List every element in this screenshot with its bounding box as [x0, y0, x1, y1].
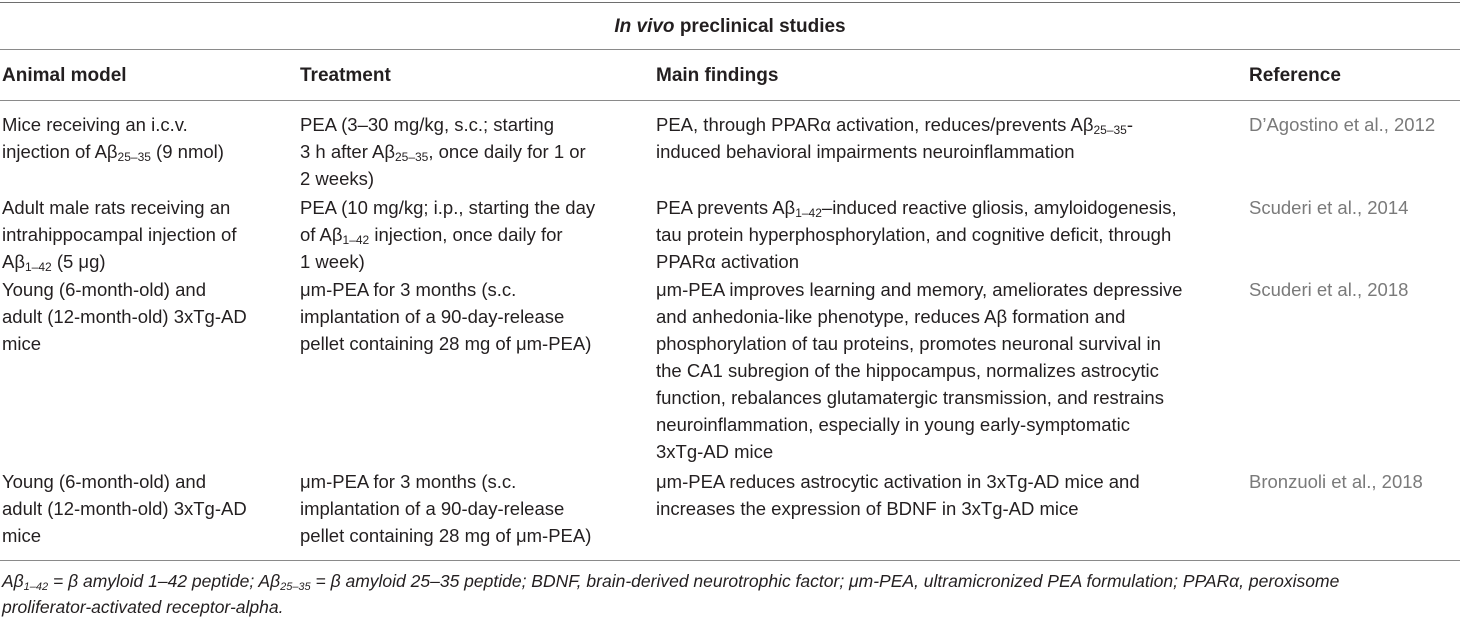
row4-reference: Bronzuoli et al., 2018 — [1249, 471, 1423, 492]
row3-main-findings: μm-PEA improves learning and memory, ameliorates depressive and anhedonia-like phenotype, reduces Aβ formation and phosphorylation of tau proteins, promotes neuronal survival in the CA1 subregion of the hippocampus, normalizes astrocytic function, rebalances glutamatergic transmission, and restrains neuroinflammation, especially in young early-symptomatic 3xTg-AD mice — [656, 279, 1183, 462]
row1-main-findings: PEA, through PPARα activation, reduces/prevents $A\beta_{25-35}-$ induced behavioral impairments neuroinflammation — [656, 114, 1134, 162]
row3-animal-model: Young (6-month-old) and adult (12-month-old) 3xTg-AD mice — [2, 279, 247, 354]
header-main-findings: Main findings — [656, 65, 779, 86]
row4-main-findings: μm-PEA reduces astrocytic activation in 3xTg-AD mice and increases the expression of BDNF in 3xTg-AD mice — [656, 471, 1140, 519]
row3-treatment: μm-PEA for 3 months (s.c. implantation of a 90-day-release pellet containing 28 mg of μm-PEA) — [300, 279, 592, 354]
row1-animal-model: Mice receiving an i.c.v. injection of $A\beta_{25-35}$ (9 nmol) — [2, 114, 224, 164]
row3-reference: Scuderi et al., 2018 — [1249, 279, 1409, 300]
row4-animal-model: Young (6-month-old) and adult (12-month-old) 3xTg-AD mice — [2, 471, 247, 546]
header-treatment: Treatment — [300, 65, 391, 86]
header-animal-model: Animal model — [2, 65, 127, 86]
header-rule — [0, 100, 1460, 101]
row1-reference: D’Agostino et al., 2012 — [1249, 114, 1436, 135]
table-bottom-rule — [0, 560, 1460, 561]
row2-reference: Scuderi et al., 2014 — [1249, 197, 1409, 218]
row2-treatment: PEA (10 mg/kg; i.p., starting the day of $A\beta_{1-42}$ injection, once daily for 1 week) — [300, 197, 596, 272]
row2-animal-model: Adult male rats receiving an intrahippocampal injection of $A\beta_{1-42}$ (5 μg) — [2, 197, 237, 274]
row1-treatment: PEA (3–30 mg/kg, s.c.; starting 3 h after $A\beta_{25-35}$, once daily for 1 or 2 weeks) — [300, 114, 586, 189]
table-title: In vivo preclinical studies — [614, 16, 846, 37]
row4-treatment: μm-PEA for 3 months (s.c. implantation of a 90-day-release pellet containing 28 mg of μm-PEA) — [300, 471, 592, 546]
title-rule — [0, 49, 1460, 50]
header-reference: Reference — [1249, 65, 1341, 86]
row2-main-findings: PEA prevents $A\beta_{1-42}$–induced reactive gliosis, amyloidogenesis, tau protein hyperphosphorylation, and cognitive deficit, through PPARα activation — [656, 197, 1177, 272]
table-top-rule — [0, 2, 1460, 3]
table-footnote: $A\beta_{1-42} = \beta$ amyloid 1–42 peptide; $A\beta_{25-35} = \beta$ amyloid 25–35 peptide; BDNF, brain-derived neurotrophic factor; μm-PEA, ultramicronized PEA formulation; PPARα, peroxisome proliferator-activated receptor-alpha. — [2, 571, 1340, 617]
